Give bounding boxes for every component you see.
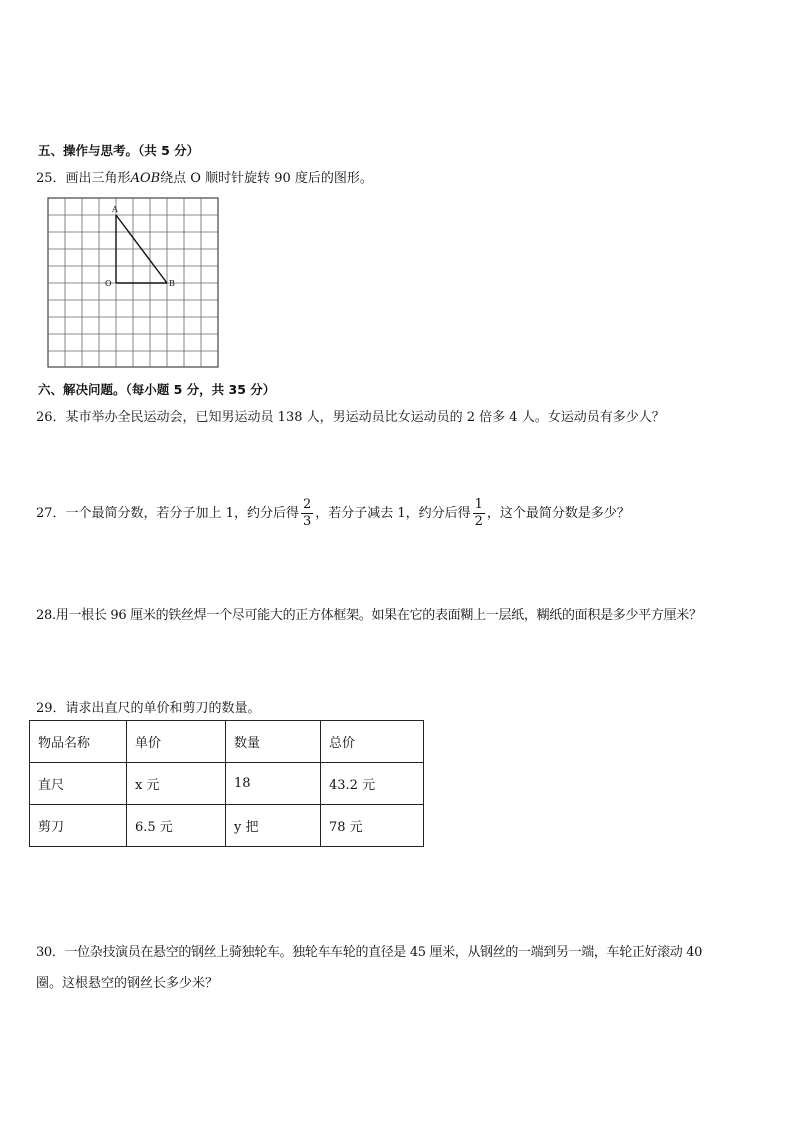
table-cell: 18 xyxy=(226,763,321,805)
q25-text-pre: 画出三角形 xyxy=(65,171,131,186)
table-cell: 43.2 元 xyxy=(321,763,424,805)
label-o: O xyxy=(105,279,112,288)
q27-part1: 27．一个最简分数，若分子加上 1，约分后得 xyxy=(36,506,299,521)
table-cell: x 元 xyxy=(127,763,226,805)
q27-fraction-2 xyxy=(473,498,485,528)
table-cell: 78 元 xyxy=(321,805,424,847)
label-a: A xyxy=(112,205,118,214)
q25-triangle-var: AOB xyxy=(130,171,161,186)
q27-frac1-denominator: 3 xyxy=(302,514,312,529)
q25-number: 25． xyxy=(36,171,66,186)
section-6-heading: 六、解决问题。（每小题 5 分，共 35 分） xyxy=(38,382,276,397)
question-25 xyxy=(36,167,373,186)
question-30-line-1: 30．一位杂技演员在悬空的钢丝上骑独轮车。独轮车车轮的直径是 45 厘米，从钢丝的一端到另一端，车轮正好滚动 40 xyxy=(36,945,703,960)
table-cell: 直尺 xyxy=(30,763,127,805)
table-cell: 6.5 元 xyxy=(127,805,226,847)
question-30-line-2: 圈。这根悬空的钢丝长多少米？ xyxy=(36,976,219,991)
question-26: 26．某市举办全民运动会，已知男运动员 138 人，男运动员比女运动员的 2 倍多 4 人。女运动员有多少人？ xyxy=(36,410,665,425)
q27-frac1-numerator: 2 xyxy=(302,497,312,513)
q27-fraction-1 xyxy=(301,498,313,528)
q27-part3: ，这个最简分数是多少？ xyxy=(486,506,630,521)
table-header-cell: 数量 xyxy=(226,721,321,763)
table-row xyxy=(30,805,424,847)
table-header-cell: 总价 xyxy=(321,721,424,763)
q27-frac2-numerator: 1 xyxy=(474,497,483,513)
table-cell: y 把 xyxy=(226,805,321,847)
q25-grid-figure xyxy=(45,196,219,369)
question-27 xyxy=(36,493,630,535)
table-header-cell: 物品名称 xyxy=(30,721,127,763)
table-cell: 剪刀 xyxy=(30,805,127,847)
table-row xyxy=(30,763,424,805)
q27-part2: ，若分子减去 1，约分后得 xyxy=(315,506,471,521)
price-table xyxy=(29,720,424,847)
table-header-cell: 单价 xyxy=(127,721,226,763)
label-b: B xyxy=(169,279,175,288)
section-5-heading: 五、操作与思考。（共 5 分） xyxy=(38,143,200,158)
question-29: 29．请求出直尺的单价和剪刀的数量。 xyxy=(36,701,261,716)
question-28: 28.用一根长 96 厘米的铁丝焊一个尽可能大的正方体框架。如果在它的表面糊上一层纸，糊纸的面积是多少平方厘米？ xyxy=(36,608,702,623)
table-header-row xyxy=(30,721,424,763)
q25-text-post: 绕点 O 顺时针旋转 90 度后的图形。 xyxy=(160,171,373,186)
q27-frac2-denominator: 2 xyxy=(474,514,483,529)
